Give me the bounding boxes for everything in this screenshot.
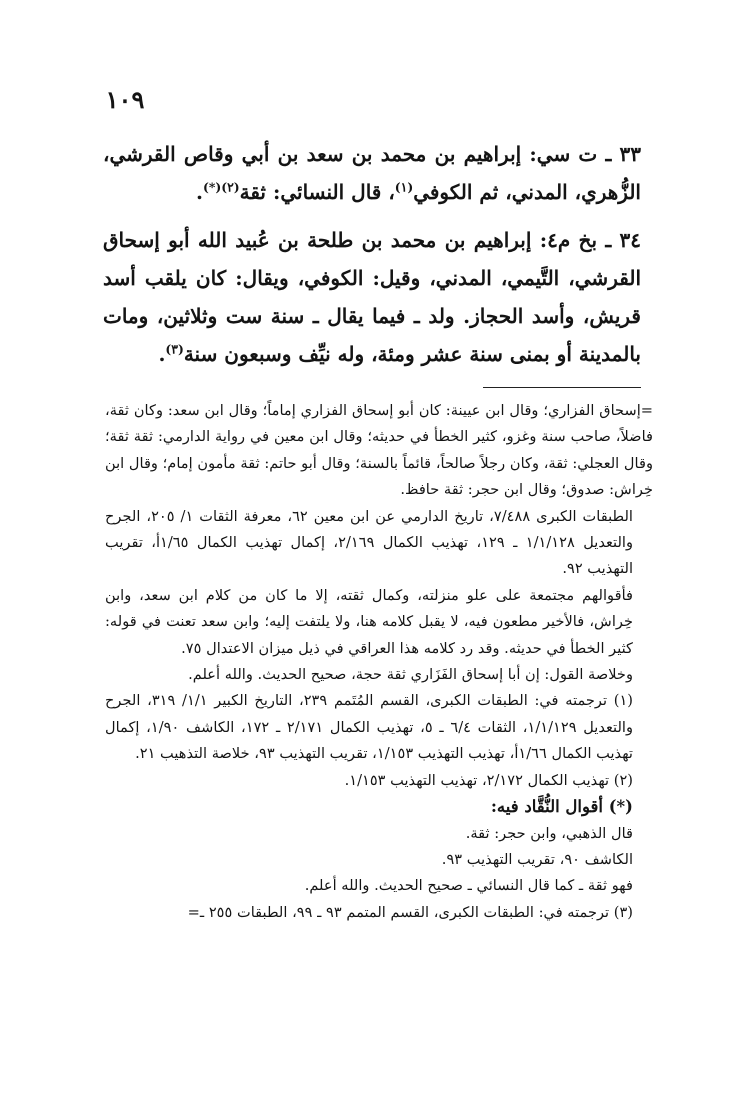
entry-34-line-3: قريش، وأسد الحجاز. ولد ـ فيما يقال ـ سنة ست وثلاثين، ومات: [103, 304, 641, 328]
note-ref-1: (١): [394, 179, 414, 195]
entry-33-end: .: [196, 180, 203, 204]
footnote-2: (٢) تهذيب الكمال ٢/١٧٢، تهذيب التهذيب ١/١٥٣.: [344, 771, 633, 789]
entry-33: [103, 135, 641, 211]
entry-34-end: .: [158, 342, 166, 366]
footnote-sources: الطبقات الكبرى ٧/٤٨٨، تاريخ الدارمي عن ابن معين ٦٢، معرفة الثقات ١/ ٢٠٥، الجرح والتعديل ١/١/١٢٨ ـ ١٢٩، تهذيب الكمال ٢/١٦٩، إكمال تهذيب الكمال ١/٦٥أ، تقريب التهذيب ٩٢.: [105, 507, 633, 578]
note-ref-3: (٣): [165, 341, 184, 357]
entry-34-line-2: إسحاق القرشي، التَّيمي، المدني، وقيل: الكوفي، ويقال: كان يلقب أسد: [103, 228, 641, 290]
footnote-conclusion: وخلاصة القول: إن أبا إسحاق الفَزَاري ثقة حجة، صحيح الحديث. والله أعلم.: [188, 666, 633, 684]
footnote-1: (١) ترجمته في: الطبقات الكبرى، القسم المُتَمم ٢٣٩، التاريخ الكبير ١/١/ ٣١٩، الجرح والتعديل ١/١/١٢٩، الثقات ٦/٤ ـ ٥، تهذيب الكمال ٢/١٧١ ـ ١٧٢، الكاشف ١/٩٠، إكمال تهذيب الكمال ١/٦٦أ، تهذيب التهذيب ١/١٥٣، تقريب التهذيب ٩٣، خلاصة التذهيب ٢١.: [105, 692, 633, 763]
entry-34-line-4: بالمدينة أو بمنى سنة عشر ومئة، وله نيِّف وسبعون سنة: [183, 342, 641, 366]
entry-33-line-2: القرشي، الزُّهري، المدني، ثم الكوفي: [103, 142, 641, 204]
entry-33-line-2b: ، قال النسائي: ثقة: [239, 180, 395, 204]
footnote-divider: [483, 387, 641, 388]
critics-line-2: الكاشف ٩٠، تقريب التهذيب ٩٣.: [441, 850, 633, 868]
page-number: ١٠٩: [105, 85, 145, 114]
entry-33-line-1: ٣٣ ـ ت سي: إبراهيم بن محمد بن سعد بن أبي وقاص: [183, 142, 641, 166]
critics-line-1: قال الذهبي، وابن حجر: ثقة.: [465, 824, 633, 842]
critics-heading: (*) أقوال النُّقَّاد فيه:: [490, 797, 633, 817]
footnotes: [105, 398, 653, 926]
entry-34-line-1: ٣٤ ـ بخ م٤: إبراهيم بن محمد بن طلحة بن عُبيد الله أبو: [168, 228, 641, 252]
footnote-continued: =إسحاق الفزاري؛ وقال ابن عيينة: كان أبو إسحاق الفزاري إماماً؛ وقال ابن سعد: وكان ثقة، فاضلاً، صاحب سنة وغزو، كثير الخطأ في حديثه؛ وقال ابن معين في رواية الدارمي: ثقة ثقة؛ وقال العجلي: ثقة، وكان رجلاً صالحاً، قائماً بالسنة؛ وقال أبو حاتم: ثقة مأمون إمام؛ وقال ابن خِراش: صدوق؛ وقال ابن حجر: ثقة حافظ.: [105, 402, 653, 499]
entry-34: [103, 221, 641, 373]
main-text: [103, 135, 641, 373]
footnote-3: (٣) ترجمته في: الطبقات الكبرى، القسم المتمم ٩٣ ـ ٩٩، الطبقات ٢٥٥ ـ=: [187, 903, 633, 921]
critics-line-3: فهو ثقة ـ كما قال النسائي ـ صحيح الحديث. والله أعلم.: [304, 877, 633, 895]
note-ref-2: (٢)(*): [202, 179, 240, 195]
footnote-analysis: فأقوالهم مجتمعة على علو منزلته، وكمال ثقته، إلا ما كان من كلام ابن سعد، وابن خِراش، فالأخير مطعون فيه، لا يقبل كلامه هنا، ولا يلتفت إليه؛ وابن سعد تعنت في قوله: كثير الخطأ في حديثه. وقد رد كلامه هذا العراقي في ذيل ميزان الاعتدال ٧٥.: [105, 586, 633, 657]
